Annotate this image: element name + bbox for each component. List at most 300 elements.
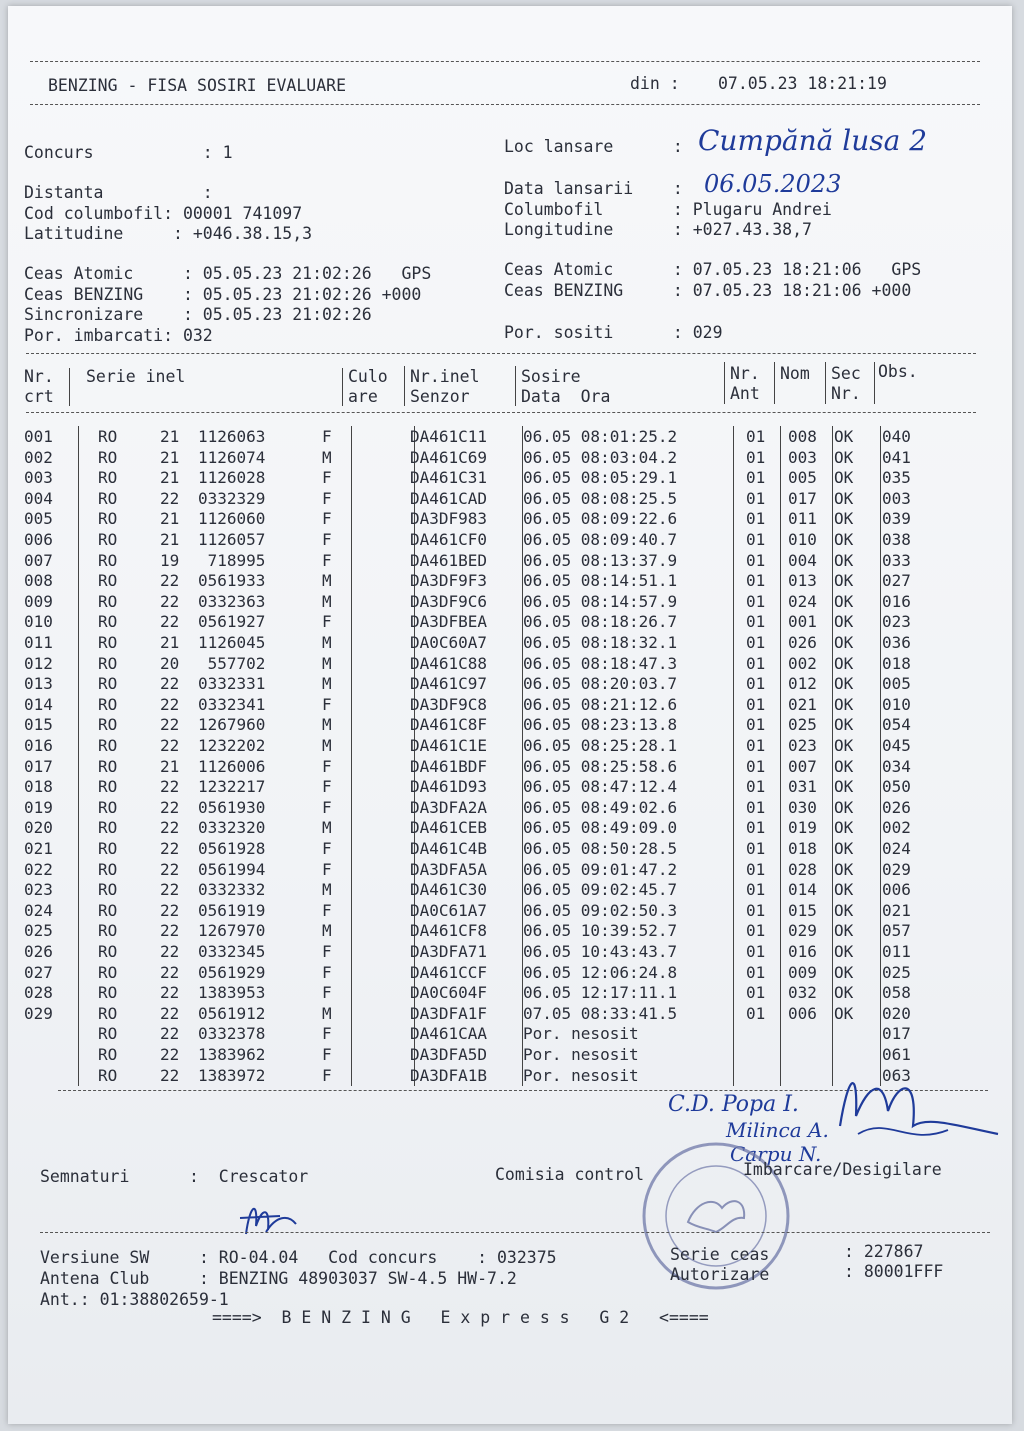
table-row [8,571,1008,591]
row-nr: 024 [24,900,53,920]
row-country: RO [98,942,118,961]
row-sensor: DA461BDF [410,756,488,776]
row-nr: 018 [24,777,53,797]
row-obs: 038 [882,530,911,549]
row-arrival: 06.05 08:25:28.1 [523,736,678,755]
row-obs: 020 [882,1003,911,1023]
table-row [8,592,1008,612]
report-date-value: 07.05.23 18:21:19 [718,74,887,93]
row-antenna: 01 [746,633,766,652]
row-nr: 015 [24,715,53,735]
row-nr: 017 [24,756,53,776]
row-ring-number: 1126057 [198,530,266,549]
row-sensor: DA461CCF [410,962,488,982]
row-country: RO [98,612,118,632]
row-country: RO [98,550,118,570]
row-nr: 027 [24,962,53,982]
row-year: 22 [160,612,180,632]
row-sex: F [322,777,332,797]
row-nom: 010 [788,530,817,549]
row-nr: 025 [24,921,53,941]
row-arrival: 06.05 09:01:47.2 [523,859,678,879]
row-arrival: Por. nesosit [523,1045,639,1064]
row-ring-number: 1383953 [198,983,266,1003]
row-ring-number: 1267970 [198,921,266,941]
row-nom: 025 [788,715,817,735]
crescator-signature [236,1196,306,1244]
row-year: 21 [160,756,180,776]
header-nom: Nom [780,364,810,383]
row-arrival: 06.05 08:18:26.7 [523,612,678,632]
row-sex: F [322,550,332,570]
header-sec: Sec [831,364,861,383]
row-sec: OK [834,880,854,900]
row-nr: 011 [24,633,53,652]
row-obs: 061 [882,1045,911,1064]
row-antenna: 01 [746,736,766,755]
row-ring-number: 0561919 [198,900,266,920]
row-year: 22 [160,921,180,941]
row-obs: 006 [882,880,911,900]
cod-columbofil-line: Cod columbofil: 00001 741097 [24,204,303,223]
row-antenna: 01 [746,427,766,446]
row-obs: 036 [882,633,911,652]
row-sec: OK [834,591,854,611]
longitudine-line: Longitudine : +027.43.38,7 [504,220,812,239]
table-row [8,1004,1008,1024]
row-sex: F [322,900,332,920]
row-ring-number: 0332329 [198,488,266,508]
columbofil-line: Columbofil : Plugaru Andrei [504,200,832,219]
table-row [8,1024,1008,1044]
row-year: 19 [160,550,180,570]
row-sec: OK [834,612,854,632]
row-sensor: DA461C11 [410,427,488,446]
row-year: 22 [160,859,180,879]
row-nom: 003 [788,447,817,467]
row-nr: 010 [24,612,53,632]
row-sec: OK [834,983,854,1003]
row-antenna: 01 [746,715,766,735]
table-row [8,860,1008,880]
row-antenna: 01 [746,571,766,591]
table-row [8,942,1008,962]
row-sec: OK [834,839,854,858]
row-arrival: 06.05 12:17:11.1 [523,983,678,1003]
comisia-control-label: Comisia control [495,1165,645,1184]
row-sex: M [322,674,332,694]
row-sex: F [322,859,332,879]
row-nom: 007 [788,756,817,776]
row-ring-number: 0332332 [198,880,266,900]
row-sex: M [322,715,332,735]
row-sec: OK [834,715,854,735]
row-antenna: 01 [746,591,766,611]
row-year: 22 [160,797,180,817]
row-obs: 040 [882,427,911,446]
por-imbarcati-line: Por. imbarcati: 032 [24,326,213,345]
report-date-label: din : [630,74,680,93]
row-nom: 031 [788,777,817,797]
row-sensor: DA3DF983 [410,509,488,529]
row-ring-number: 1232217 [198,777,266,797]
row-arrival: 06.05 08:13:37.9 [523,550,678,570]
row-antenna: 01 [746,612,766,632]
row-obs: 041 [882,447,911,467]
row-antenna: 01 [746,530,766,549]
row-sec: OK [834,921,854,941]
row-country: RO [98,447,118,467]
row-obs: 023 [882,612,911,632]
row-nom: 013 [788,571,817,591]
header-nr-inel: Nr.inel [410,367,480,386]
row-antenna: 01 [746,921,766,941]
row-arrival: 06.05 08:21:12.6 [523,694,678,714]
row-nom: 011 [788,509,817,529]
row-ring-number: 0561994 [198,859,266,879]
row-ring-number: 1383962 [198,1045,266,1064]
row-country: RO [98,777,118,797]
row-nr: 007 [24,550,53,570]
row-arrival: 06.05 08:14:57.9 [523,591,678,611]
row-sex: F [322,756,332,776]
row-sec: OK [834,900,854,920]
row-antenna: 01 [746,900,766,920]
row-sec: OK [834,509,854,529]
row-country: RO [98,633,118,652]
row-sex: M [322,736,332,755]
row-nom: 029 [788,921,817,941]
row-sensor: DA0C604F [410,983,488,1003]
row-ring-number: 1267960 [198,715,266,735]
row-sec: OK [834,797,854,817]
row-sec: OK [834,1003,854,1023]
row-obs: 033 [882,550,911,570]
row-sensor: DA461C30 [410,880,488,900]
row-sensor: DA461C1E [410,736,488,755]
row-sec: OK [834,427,854,446]
row-nr: 002 [24,447,53,467]
loc-lansare-handwritten: Cumpănă lusa 2 [698,124,928,157]
row-arrival: 06.05 08:09:40.7 [523,530,678,549]
row-ring-number: 0332341 [198,694,266,714]
latitudine-line: Latitudine : +046.38.15,3 [24,224,313,243]
row-country: RO [98,509,118,529]
row-arrival: 06.05 10:43:43.7 [523,942,678,961]
row-sensor: DA461C31 [410,468,488,488]
table-row [8,633,1008,653]
row-sec: OK [834,674,854,694]
row-obs: 021 [882,900,911,920]
row-year: 22 [160,488,180,508]
table-row [8,963,1008,983]
row-country: RO [98,880,118,900]
row-country: RO [98,1045,118,1064]
row-sec: OK [834,859,854,879]
distanta-line: Distanta : [24,183,213,202]
row-country: RO [98,1065,118,1085]
row-ring-number: 1126060 [198,509,266,529]
committee-name-1: C.D. Popa I. [668,1092,799,1117]
ceas-atomic-right: Ceas Atomic : 07.05.23 18:21:06 GPS [504,260,922,279]
header-data-ora: Data Ora [521,387,611,406]
row-sensor: DA461CAA [410,1024,488,1044]
header-crt: crt [24,387,54,406]
header-culoare-2: are [348,387,378,406]
row-sec: OK [834,777,854,797]
row-nr: 029 [24,1003,53,1023]
row-obs: 045 [882,736,911,755]
row-antenna: 01 [746,447,766,467]
row-sensor: DA3DFA5A [410,859,488,879]
table-row [8,777,1008,797]
col-sep-inel [515,366,516,406]
table-row [8,695,1008,715]
row-nom: 001 [788,612,817,632]
row-sex: F [322,468,332,488]
row-sex: M [322,591,332,611]
table-row [8,530,1008,550]
row-country: RO [98,962,118,982]
row-nr: 005 [24,509,53,529]
row-sec: OK [834,818,854,838]
row-sex: F [322,797,332,817]
data-lansarii-label: Data lansarii : [504,179,683,198]
table-row [8,427,1008,447]
row-obs: 054 [882,715,911,735]
row-sensor: DA3DFA1B [410,1065,488,1085]
row-ring-number: 0332331 [198,674,266,694]
col-sep-nr [69,368,70,406]
table-row [8,674,1008,694]
row-sex: F [322,839,332,858]
row-ring-number: 1126045 [198,633,266,652]
row-sec: OK [834,571,854,591]
row-country: RO [98,468,118,488]
row-arrival: 06.05 10:39:52.7 [523,921,678,941]
row-country: RO [98,756,118,776]
row-sex: F [322,1045,332,1064]
row-year: 22 [160,983,180,1003]
row-year: 22 [160,1045,180,1064]
row-antenna: 01 [746,1003,766,1023]
row-nom: 028 [788,859,817,879]
row-country: RO [98,530,118,549]
row-ring-number: 1126028 [198,468,266,488]
row-year: 21 [160,427,180,446]
row-antenna: 01 [746,962,766,982]
row-year: 22 [160,962,180,982]
row-nom: 021 [788,694,817,714]
row-arrival: 06.05 08:49:09.0 [523,818,678,838]
row-sex: F [322,962,332,982]
row-antenna: 01 [746,859,766,879]
row-sensor: DA0C61A7 [410,900,488,920]
row-ring-number: 557702 [198,653,266,673]
row-arrival: 06.05 08:23:13.8 [523,715,678,735]
autorizare-value: : 80001FFF [844,1262,944,1281]
row-country: RO [98,818,118,838]
row-ring-number: 1126006 [198,756,266,776]
table-header-bottom-rule [26,412,976,413]
row-obs: 005 [882,674,911,694]
document-title: BENZING - FISA SOSIRI EVALUARE [48,76,347,95]
row-year: 22 [160,900,180,920]
row-nr: 028 [24,983,53,1003]
table-row [8,736,1008,756]
row-sec: OK [834,488,854,508]
row-sex: F [322,1065,332,1085]
row-antenna: 01 [746,777,766,797]
header-nr: Nr. [24,367,54,386]
ant-line: Ant.: 01:38802659-1 [40,1290,229,1309]
por-sositi-line: Por. sositi : 029 [504,323,723,342]
row-sec: OK [834,736,854,755]
row-arrival: 06.05 08:01:25.2 [523,427,678,446]
document-sheet [8,6,1012,1424]
row-country: RO [98,921,118,941]
row-sensor: DA3DFA71 [410,942,488,961]
row-year: 22 [160,694,180,714]
row-nom: 023 [788,736,817,755]
imbarcare-desigilare-label: Imbarcare/Desigilare [743,1160,942,1179]
row-obs: 027 [882,571,911,591]
row-nr: 001 [24,427,53,446]
col-sep-sosire [724,362,725,404]
row-arrival: 06.05 08:18:32.1 [523,633,678,652]
row-nom: 006 [788,1003,817,1023]
row-nom: 012 [788,674,817,694]
row-year: 21 [160,530,180,549]
row-sensor: DA461C69 [410,447,488,467]
ceas-atomic-left: Ceas Atomic : 05.05.23 21:02:26 GPS [24,264,432,283]
row-obs: 035 [882,468,911,488]
col-sep-serie [342,368,343,406]
benzing-express-banner: ====> B E N Z I N G E x p r e s s G 2 <==== [212,1308,709,1327]
sincronizare-line: Sincronizare : 05.05.23 21:02:26 [24,305,372,324]
table-top-rule [26,353,976,354]
row-year: 21 [160,633,180,652]
row-nr: 004 [24,488,53,508]
header-senzor: Senzor [410,387,470,406]
row-ring-number: 0332345 [198,942,266,961]
row-antenna: 01 [746,942,766,961]
row-country: RO [98,694,118,714]
row-year: 21 [160,468,180,488]
row-country: RO [98,983,118,1003]
row-antenna: 01 [746,797,766,817]
header-sosire: Sosire [521,367,581,386]
table-row [8,551,1008,571]
row-arrival: 06.05 08:25:58.6 [523,756,678,776]
row-nr: 022 [24,859,53,879]
row-obs: 057 [882,921,911,941]
row-sex: M [322,921,332,941]
col-sep-nom [825,362,826,404]
row-year: 22 [160,1003,180,1023]
row-sex: M [322,1003,332,1023]
row-nom: 018 [788,839,817,858]
row-obs: 011 [882,942,911,961]
row-country: RO [98,839,118,858]
versiune-line: Versiune SW : RO-04.04 Cod concurs : 032375 [40,1248,557,1267]
row-ring-number: 1232202 [198,736,266,755]
row-obs: 024 [882,839,911,858]
row-obs: 050 [882,777,911,797]
row-sex: M [322,633,332,652]
row-country: RO [98,715,118,735]
row-ring-number: 1126063 [198,427,266,446]
row-antenna: 01 [746,818,766,838]
row-nom: 024 [788,591,817,611]
row-ring-number: 0332378 [198,1024,266,1044]
row-nr: 020 [24,818,53,838]
row-year: 21 [160,447,180,467]
row-sensor: DA461CEB [410,818,488,838]
row-sex: F [322,694,332,714]
row-country: RO [98,674,118,694]
row-ring-number: 718995 [198,550,266,570]
row-nr: 008 [24,571,53,591]
table-row [8,839,1008,859]
row-year: 22 [160,1024,180,1044]
row-sex: F [322,488,332,508]
row-sex: M [322,818,332,838]
row-ring-number: 0561912 [198,1003,266,1023]
committee-signature [828,1056,1008,1156]
row-nom: 004 [788,550,817,570]
header-obs: Obs. [878,362,918,381]
row-sensor: DA3DF9F3 [410,571,488,591]
row-arrival: 06.05 12:06:24.8 [523,962,678,982]
row-sec: OK [834,962,854,982]
row-nom: 014 [788,880,817,900]
row-antenna: 01 [746,880,766,900]
row-arrival: 06.05 08:47:12.4 [523,777,678,797]
row-obs: 034 [882,756,911,776]
row-antenna: 01 [746,509,766,529]
row-sec: OK [834,756,854,776]
row-nr: 009 [24,591,53,611]
row-antenna: 01 [746,550,766,570]
semnaturi-line: Semnaturi : Crescator [40,1167,309,1186]
row-arrival: 06.05 08:14:51.1 [523,571,678,591]
table-row [8,715,1008,735]
row-arrival: 06.05 08:20:03.7 [523,674,678,694]
row-sensor: DA461CAD [410,488,488,508]
row-sex: M [322,571,332,591]
row-country: RO [98,859,118,879]
footer-top-rule [40,1232,990,1233]
row-obs: 058 [882,983,911,1003]
row-nr: 003 [24,468,53,488]
row-year: 22 [160,777,180,797]
serie-ceas-label: Serie ceas [670,1245,770,1264]
row-sensor: DA3DF9C8 [410,694,488,714]
row-nr: 012 [24,653,53,673]
table-row [8,612,1008,632]
row-sensor: DA461C8F [410,715,488,735]
row-sec: OK [834,550,854,570]
row-sec: OK [834,942,854,961]
row-country: RO [98,736,118,755]
row-country: RO [98,427,118,446]
row-obs: 003 [882,488,911,508]
concurs-line: Concurs : 1 [24,143,233,162]
row-arrival: 06.05 08:49:02.6 [523,797,678,817]
row-antenna: 01 [746,674,766,694]
row-country: RO [98,1003,118,1023]
